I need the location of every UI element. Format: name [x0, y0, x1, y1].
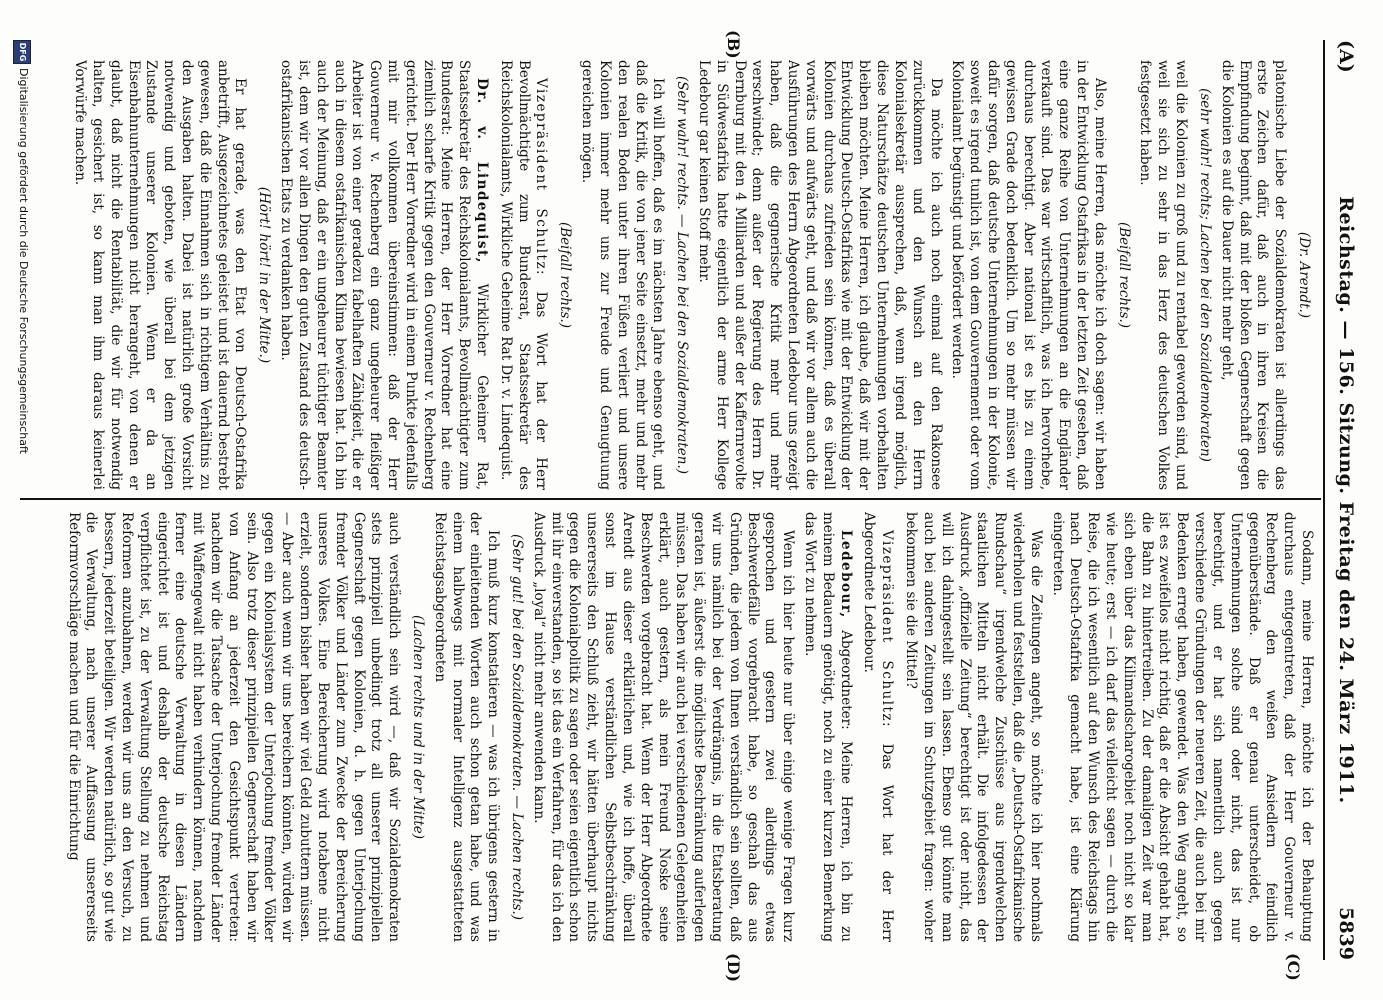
right-column	[20, 512, 1315, 942]
interjection: (Hört! hört! in der Mitte.)	[256, 186, 273, 364]
speaker-name: Ledebour,	[837, 530, 854, 619]
left-column	[20, 60, 1315, 490]
dfg-logo: DFG	[13, 40, 31, 64]
paragraph: auch verständlich sein wird —, daß wir Sozialdemokraten stets prinzipiell unbedingt trotz all unserer prinzipiellen Gegnerschaft gegen Kolonien, d. h. gegen Unterjochung fremder Völker und Länder zum Zwecke der Bereicherung unseres Volkes. Eine Bereicherung wird notabene nicht erzielt, sondern bisher haben wir viel Geld zubuttern müssen. — Aber auch wenn wir uns bereichern könnten, würden wir gegen ein Kolonialsystem der Unterjochung fremder Völker sein. Also trotz dieser prinzipiellen Gegnerschaft haben wir von Anfang an jederzeit den Gesichtspunkt vertreten: nachdem wir die Tatsache der Unterjochung fremder Länder mit Waffengewalt nicht haben verhindern können, nachdem ferner eine deutsche Verwaltung in diesen Ländern eingerichtet ist und deshalb der deutsche Reichstag verpflichtet ist, zu der Verwaltung Stellung zu nehmen und Reformen anzubahnen, werden wir uns an den Versuch, zu bessern, jederzeit beteiligen. Wir werden natürlich, so gut wie die Verwaltung, nach unserer Auffassung unsererseits Reformvorschläge machen und für die Einrichtung	[65, 512, 403, 942]
header-rule	[1323, 40, 1325, 960]
interjection: (Lachen rechts und in der Mitte)	[410, 614, 426, 840]
speaker-block	[496, 60, 549, 490]
interjection: (Beifall rechts.)	[1115, 221, 1132, 329]
paragraph: Da möchte ich auch noch einmal auf den Rakonsee zurückkommen und den Wunsch an den Herrn Kolonialsekretär aussprechen, daß, wenn irgend möglich, diese Naturschätze deutschen Unternehmungen vorbehalten bleiben möchten. Meine Herren, ich glaube, daß wir mit der Entwicklung Deutsch-Ostafrikas wie mit der Entwicklung der Kolonien durchaus zufrieden sein können, daß es überall vorwärts und aufwärts geht, und daß wir vor allem auch die Ausführungen des Herrn Abgeordneten Ledebour uns gezeigt haben, daß die gegnerische Kritik mehr und mehr verschwindet; denn außer der Regierung des Herrn Dr. Dernburg mit den 4 Milliarden und außer der Kaffernrevolte in Südwestafrika hatte eigentlich der arme Herr Kollege Ledebour gar keinen Stoff mehr.	[696, 60, 944, 490]
speaker-name: Vizepräsident Schultz:	[533, 78, 550, 277]
interjection: (Beifall rechts.)	[557, 221, 574, 329]
speaker-block	[800, 512, 853, 942]
speaker-name: Vizepräsident Schultz:	[879, 530, 896, 729]
paragraph: platonische Liebe der Sozialdemokraten ist allerdings das erste Zeichen dafür, daß auch in ihren Kreisen die Empfindung beginnt, daß mit der bloßen Gegnerschaft gegen die Kolonien es auf die Dauer nicht mehr geht,	[1218, 60, 1289, 490]
speaker-block	[276, 60, 490, 490]
paragraph: weil die Kolonien zu groß und zu rentabel geworden sind, und weil sie sich zu sehr in das Herz des deutschen Volkes festgesetzt haben.	[1137, 60, 1190, 490]
speaker-text: Das Wort hat der Herr Bevollmächtigte zum Bundesrat, Staatssekretär des Reichskolonialamts, Wirkliche Geheime Rat Dr. v. Lindequist.	[497, 60, 550, 490]
paragraph: Wenn ich hier heute nur über einige wenige Fragen kurz gesprochen und gestern zwei allerdings etwas Beschwerdefälle vorgebracht habe, so geschah das aus Gründen, die jedem von Ihnen verständlich sein sollten, daß wir uns nämlich bei der Verdrängnis, in die Etatsberatung geraten ist, äußerst die möglichste Beschränkung auferlegen müssen. Das haben wir auch bei verschiedenen Gelegenheiten erklärt, auch gestern, als mein Freund Noske seine Beschwerden vorgebracht hat. Wenn der Herr Abgeordnete Arendt aus dieser erklärlichen und, wie ich hoffe, überall sonst im Hause verständlichen Selbstbeschränkung unsererseits den Schluß zieht, wir hätten überhaupt nichts gegen die Kolonialpolitik zu sagen oder seien eigentlich schon mit ihr einverstanden, so ist das ein Verfahren, für das ich den Ausdruck „loyal“ nicht mehr anwenden kann.	[530, 512, 797, 942]
interjection: (Sehr wahr! rechts. — Lachen bei den Sozialdemokraten.)	[674, 75, 691, 475]
interjection: (Sehr gut! bei den Sozialdemokraten. — Lachen rechts.)	[509, 533, 526, 921]
funding-note: Digitalisierung gefördert durch die Deutsche Forschungsgemeinschaft	[17, 68, 30, 454]
speaker-text: Abgeordneter: Meine Herren, ich bin zu meinem Bedauern genötigt, noch zu einer kurzen Bemerkung das Wort zu nehmen.	[802, 512, 854, 942]
speaker-name: Dr. v. Lindequist,	[474, 78, 491, 264]
paragraph: Was die Zeitungen angeht, so möchte ich hier nochmals wiederholen und feststellen, daß die „Deutsch-Ostafrikanische Rundschau“ irgendwelche Zuschüsse aus irgendwelchen staatlichen Mitteln nicht erhält. Die infolgedessen der Ausdruck „offizielle Zeitung“ berechtigt ist oder nicht, das will ich dahingestellt sein lassen. Ebenso gut könnte man auch bei anderen Zeitungen im Schutzgebiet fragen: woher bekommen sie die Mittel?	[903, 512, 1044, 942]
speaker-text: Das Wort hat der Herr Abgeordnete Ledebour.	[861, 512, 896, 942]
paragraph: Sodann, meine Herren, möchte ich der Behauptung durchaus entgegentreten, daß der Herr Gouverneur v. Rechenberg den weißen Ansiedlern feindlich gegenüberstände. Daß er genau unterscheidet, ob Unternehmungen solche sind oder nicht, das ist nur berechtigt, und er hat sich namentlich auch gegen verschiedene Gründungen der neueren Zeit, die auch bei mir Bedenken erregt haben, gewendet. Was den Weg angeht, so ist es zweifellos nicht richtig, daß er die Absicht gehabt hat, die Bahn zu hintertreiben. Zu der damaligen Zeit war man sich eben über das Kilimandscharogebiet noch nicht so klar wie heute; erst — ich darf das vielleicht sagen — durch die Reise, die ich wesentlich auf den Wunsch des Reichstags hin nach Deutsch-Ostafrika gemacht habe, ist eine Klärung eingetreten.	[1049, 512, 1315, 942]
speaker-reference: (Dr. Arendt.)	[1296, 231, 1312, 319]
speaker-text: Wirklicher Geheimer Rat, Staatssekretär des Reichskolonialamts, Bevollmächtigter zum Bundesrat: Meine Herren, der Herr Vorredner hat eine ziemlich scharfe Kritik gegen den Gouverneur v. Rechenberg gerichtet. Der Herr Vorredner wird in einem Punkte jedenfalls mit mir vollkommen übereinstimmen: daß der Herr Gouverneur v. Rechenberg ein ganz ungeheurer fleißiger Arbeiter ist von einer geradezu fabelhaften Zähigkeit, die er auch in diesem ostafrikanischen Klima bewiesen hat. Ich bin auch der Meinung, daß er ein ungeheurer tüchtiger Beamter ist, dem wir vor allen Dingen den guten Zustand des deutsch-ostafrikanischen Etats zu verdanken haben.	[278, 60, 491, 490]
page-number: 5839	[1335, 907, 1357, 960]
paragraph: Also, meine Herren, das möchte ich doch sagen: wir haben in der Entwicklung Ostafrikas in der letzten Zeit gesehen, daß eine ganze Reihe von Unternehmungen an die Engländer verkauft sind. Das war wirtschaftlich, was ich hervorhebe, durchaus berechtigt. Aber national ist es bis zu einem gewissen Grade doch bedenklich. Um so mehr müssen wir dafür sorgen, daß deutsche Unternehmungen in der Kolonie, soweit es irgend tunlich ist, von dem Gouvernement oder vom Kolonialamt begünstigt und befördert werden.	[949, 60, 1108, 490]
paragraph: Ich will hoffen, daß es im nächsten Jahre ebenso geht, und daß die Kritik, die von jener Seite einsetzt, mehr und mehr den realen Boden unter ihren Füßen verliert und unsere Kolonien immer mehr uns zur Freude und Genugtuung gereichen mögen.	[579, 60, 667, 490]
header-title: Reichstag. — 156. Sitzung. Freitag den 24. März 1911.	[1335, 196, 1357, 804]
column-divider	[20, 498, 1321, 500]
right-marker-D: (D)	[724, 953, 743, 983]
left-marker-B: (B)	[724, 30, 743, 59]
paragraph: Ich muß kurz konstatieren — was ich übrigens gestern in der einleitenden Worten auch schon getan habe, und was einem halbwegs mit normaler Intelligenz ausgestatteten Reichstagsabgeordneten	[431, 512, 502, 942]
left-marker-A: (A)	[1335, 40, 1357, 73]
speaker-block	[860, 512, 896, 942]
page-header	[1327, 40, 1357, 960]
paragraph: Er hat gerade, was den Etat von Deutsch-Ostafrika anbetrifft, Ausgezeichnetes geleistet und ist dauernd bestrebt gewesen, daß die Einnahmen sich in richtigem Verhältnis zu den Ausgaben halten. Dabei ist natürlich große Vorsicht notwendig und geboten, wie überall bei dem jetzigen Zustande unserer Kolonien. Wenn er da an Eisenbahnunternehmungen nicht herangeht, von denen er glaubt, daß nicht die Rentabilität, die wir für notwendig halten, gesichert ist, so kann man ihm daraus keinerlei Vorwürfe machen.	[72, 60, 249, 490]
right-marker-C: (C)	[1284, 953, 1303, 981]
interjection: (sehr wahr! rechts; Lachen bei den Sozialdemokraten)	[1196, 88, 1213, 462]
